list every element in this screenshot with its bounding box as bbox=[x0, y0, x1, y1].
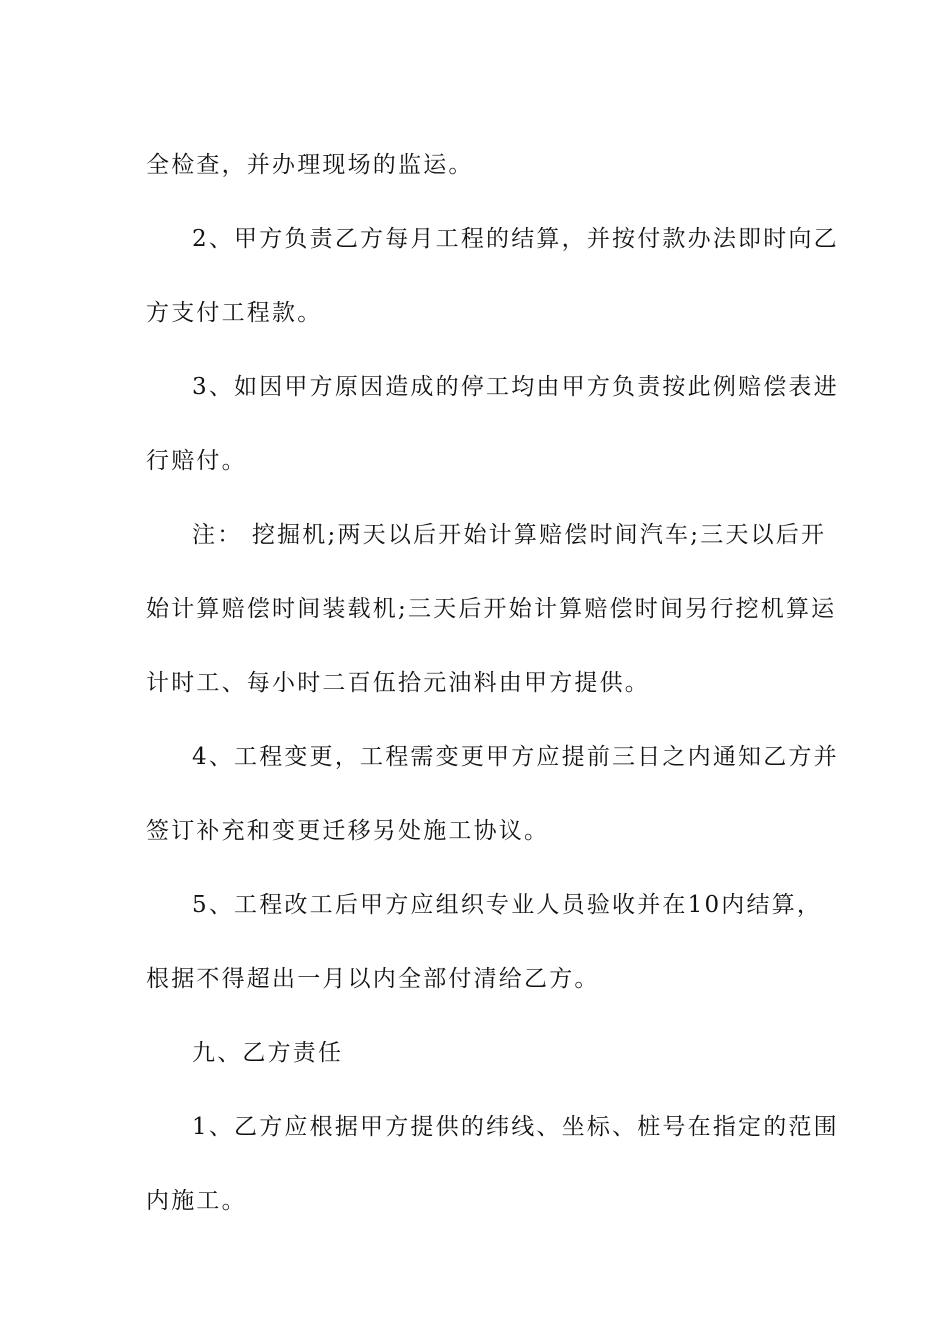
text-line-12: 根据不得超出一月以内全部付清给乙方。 bbox=[146, 966, 600, 992]
text-line-14: 1、乙方应根据甲方提供的纬线、坐标、桩号在指定的范围 bbox=[192, 1114, 839, 1140]
text-line-7: 始计算赔偿时间装载机;三天后开始计算赔偿时间另行挖机算运 bbox=[146, 596, 837, 622]
document-body bbox=[146, 128, 839, 1238]
text-line-1: 全检查，并办理现场的监运。 bbox=[146, 152, 474, 178]
text-line-11: 5、工程改工后甲方应组织专业人员验收并在10内结算， bbox=[192, 892, 823, 918]
text-line-5: 行赔付。 bbox=[146, 448, 247, 474]
text-line-15: 内施工。 bbox=[146, 1188, 247, 1214]
text-line-8: 计时工、每小时二百伍拾元油料由甲方提供。 bbox=[146, 670, 650, 696]
text-line-3: 方支付工程款。 bbox=[146, 300, 323, 326]
text-line-6: 注： 挖掘机;两天以后开始计算赔偿时间汽车;三天以后开 bbox=[192, 522, 827, 548]
text-line-9: 4、工程变更，工程需变更甲方应提前三日之内通知乙方并 bbox=[192, 744, 839, 770]
text-line-4: 3、如因甲方原因造成的停工均由甲方负责按此例赔偿表进 bbox=[192, 374, 839, 400]
text-line-2: 2、甲方负责乙方每月工程的结算，并按付款办法即时向乙 bbox=[192, 226, 839, 252]
text-line-13: 九、乙方责任 bbox=[192, 1040, 344, 1066]
text-line-10: 签订补充和变更迁移另处施工协议。 bbox=[146, 818, 550, 844]
